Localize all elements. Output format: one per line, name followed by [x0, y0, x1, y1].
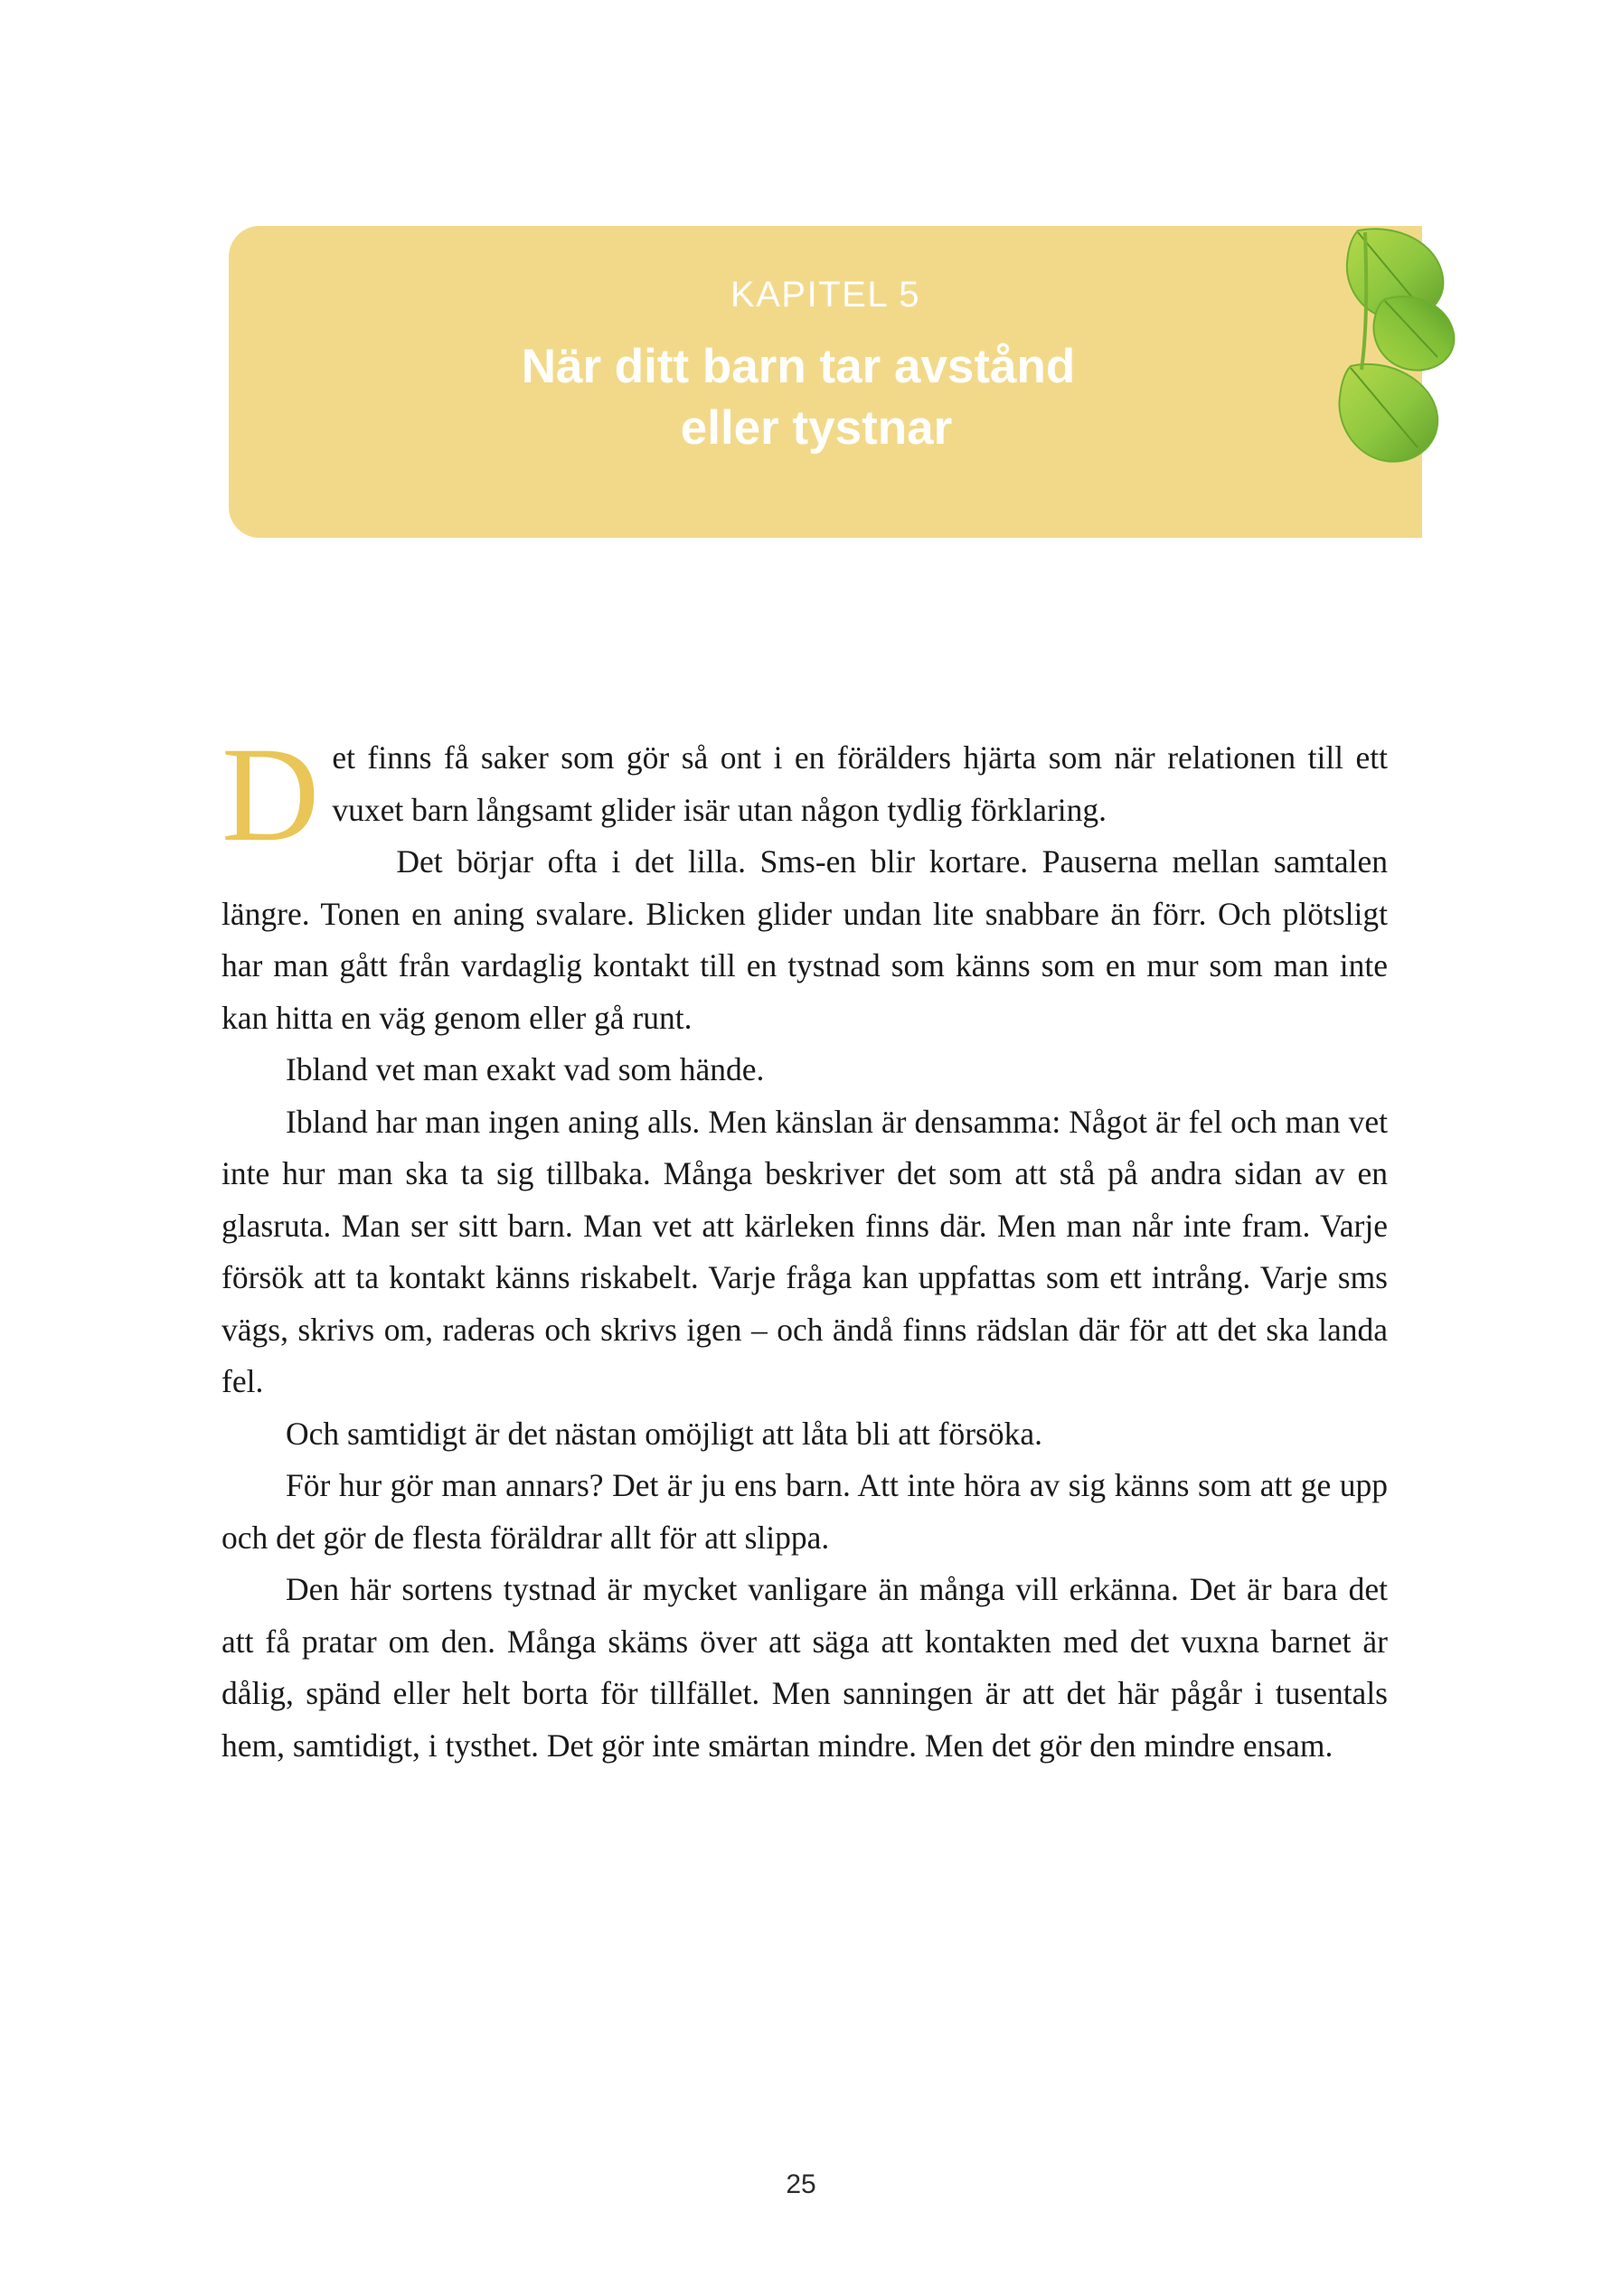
paragraph: Ibland vet man exakt vad som hände. [286, 1051, 765, 1087]
drop-cap: D [221, 720, 320, 870]
chapter-title-line-1: När ditt barn tar avstånd [521, 340, 1076, 393]
paragraph-intro [221, 720, 1388, 870]
page-title [229, 336, 1422, 459]
paragraph: Den här sortens tystnad är mycket vanligare än många vill erkänna. Det är bara det att få pratar om den. Många skäms över att säga att kontakten med det vuxna barnet är dålig, spänd eller helt borta för tillfället. Men sanningen är att det här pågår i tusentals hem, samtidigt, i tysthet. Det gör inte smärtan mindre. Men det gör den mindre ensam. [221, 1571, 1388, 1764]
paragraph-text: et finns få saker som gör så ont i en förälders hjärta som när relationen till ett vuxet barn långsamt glider isär utan någon tydlig förklaring. [332, 739, 1388, 828]
paragraph: Ibland har man ingen aning alls. Men känslan är densamma: Något är fel och man vet inte hur man ska ta sig tillbaka. Många beskriver det som att stå på andra sidan av en glasruta. Man ser sitt barn. Man vet att kärleken finns där. Men man når inte fram. Varje försök att ta kontakt känns riskabelt. Varje fråga kan uppfattas som ett intrång. Varje sms vägs, skrivs om, raderas och skrivs igen – och ändå finns rädslan där för att det ska landa fel. [221, 1103, 1388, 1399]
chapter-body [221, 720, 1388, 1772]
paragraph: Det börjar ofta i det lilla. Sms-en blir kortare. Pauserna mellan samtalen längre. Tonen en aning svalare. Blicken glider undan lite snabbare än förr. Och plötsligt har man gått från vardaglig kontakt till en tystnad som känns som en mur som man inte kan hitta en väg genom eller gå runt. [221, 843, 1388, 1036]
page-number: 25 [786, 2169, 816, 2199]
chapter-banner [229, 226, 1422, 538]
chapter-kicker: KAPITEL 5 [730, 275, 920, 315]
paragraph: Och samtidigt är det nästan omöjligt att låta bli att försöka. [286, 1415, 1043, 1452]
paragraph: För hur gör man annars? Det är ju ens barn. Att inte höra av sig känns som att ge upp och det gör de flesta föräldrar allt för att slippa. [221, 1467, 1388, 1556]
chapter-title-line-2: eller tystnar [680, 400, 953, 455]
